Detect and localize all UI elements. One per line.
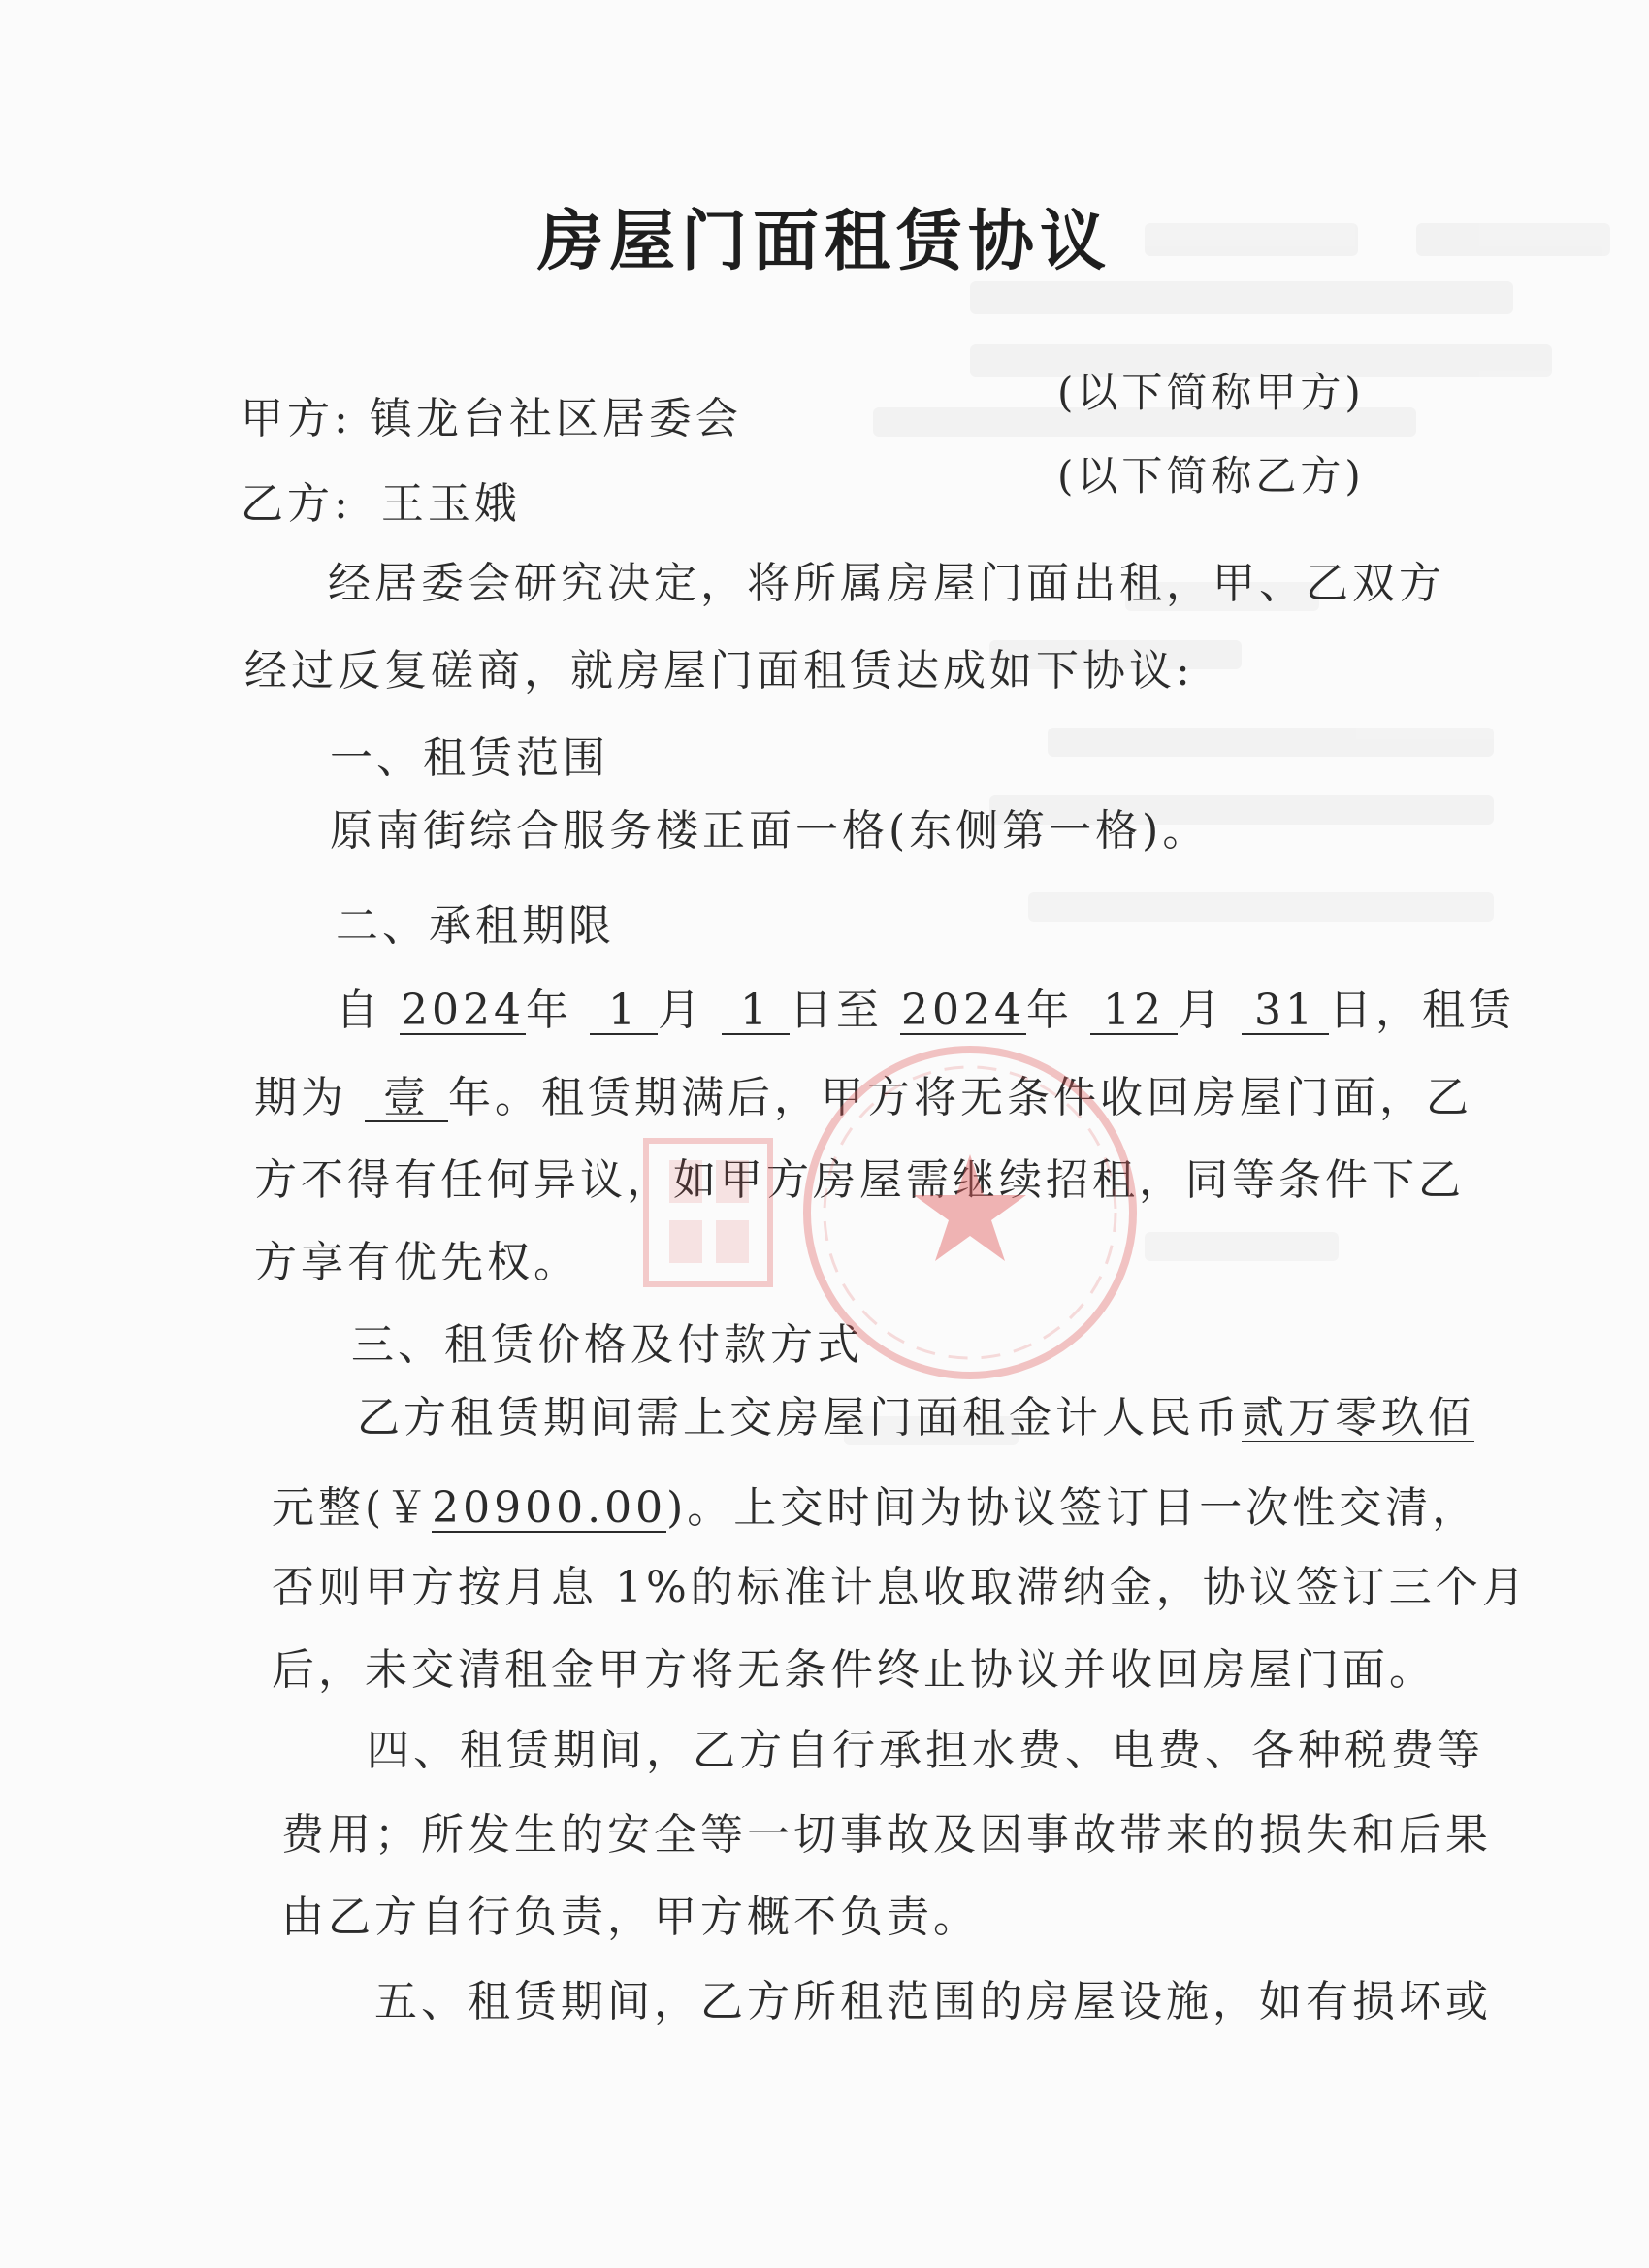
rent-line-1 xyxy=(357,1382,1474,1444)
term-end-month-char: 月 xyxy=(1178,986,1224,1035)
rent-line-3: 否则甲方按月息 1%的标准计息收取滞纳金，协议签订三个月 xyxy=(272,1563,1529,1612)
party-a-name: 镇龙台社区居委会 xyxy=(369,394,742,443)
term-period-value: 壹 xyxy=(365,1076,448,1122)
term-line xyxy=(336,975,1515,1037)
term-end-month: 12 xyxy=(1090,988,1178,1035)
term-period-prefix: 期为 xyxy=(254,1073,347,1122)
section-2-line-3: 方不得有任何异议，如甲方房屋需继续招租，同等条件下乙 xyxy=(254,1155,1465,1205)
rent-line-2-suffix: )。上交时间为协议签订日一次性交清， xyxy=(666,1483,1479,1533)
term-month-char: 月 xyxy=(658,986,704,1035)
term-start-day: 1 xyxy=(722,988,790,1035)
section-5-line-1: 五、租赁期间，乙方所租范围的房屋设施，如有损坏或 xyxy=(374,1977,1492,2026)
section-4-line-2: 费用；所发生的安全等一切事故及因事故带来的损失和后果 xyxy=(281,1810,1492,1860)
section-1-text: 原南街综合服务楼正面一格(东侧第一格)。 xyxy=(330,806,1210,856)
term-year-char: 年 xyxy=(526,986,572,1035)
party-b-note: (以下简称乙方) xyxy=(1057,452,1365,500)
section-2-heading: 二、承租期限 xyxy=(336,901,615,951)
section-2-line-4: 方享有优先权。 xyxy=(254,1238,580,1287)
section-4-line-3: 由乙方自行负责，甲方概不负责。 xyxy=(281,1893,980,1942)
term-day-to: 日至 xyxy=(790,986,883,1035)
official-seal-icon xyxy=(795,1038,1145,1387)
party-a-line xyxy=(241,383,742,445)
term-prefix: 自 xyxy=(336,986,382,1035)
rent-line-2 xyxy=(272,1473,1478,1535)
term-end-day: 31 xyxy=(1242,988,1329,1035)
rent-amount-words: 贰万零玖佰 xyxy=(1242,1393,1474,1442)
term-start-year: 2024 xyxy=(401,986,525,1035)
rent-amount-number: 20900.00 xyxy=(432,1483,667,1533)
rent-line-2-prefix: 元整(￥ xyxy=(272,1483,433,1533)
section-4-line-1: 四、租赁期间，乙方自行承担水费、电费、各种税费等 xyxy=(367,1726,1484,1775)
term-suffix: 日，租赁 xyxy=(1329,986,1515,1035)
term-end-year-char: 年 xyxy=(1026,986,1073,1035)
intro-line-2: 经过反复磋商，就房屋门面租赁达成如下协议: xyxy=(244,646,1194,696)
section-3-heading: 三、租赁价格及付款方式 xyxy=(351,1320,863,1370)
intro-line-1: 经居委会研究决定，将所属房屋门面出租，甲、乙双方 xyxy=(328,559,1445,608)
party-a-label: 甲方: xyxy=(241,394,352,443)
party-a-note: (以下简称甲方) xyxy=(1057,369,1365,416)
party-b-name: 王玉娥 xyxy=(380,479,521,529)
rent-line-4: 后，未交清租金甲方将无条件终止协议并收回房屋门面。 xyxy=(272,1645,1436,1695)
term-end-year: 2024 xyxy=(901,986,1025,1035)
term-period-suffix: 年。租赁期满后，甲方将无条件收回房屋门面，乙 xyxy=(448,1073,1472,1122)
section-1-heading: 一、租赁范围 xyxy=(330,733,609,783)
rent-line-1-prefix: 乙方租赁期间需上交房屋门面租金计人民币 xyxy=(357,1393,1242,1442)
party-b-label: 乙方: xyxy=(241,479,352,529)
name-stamp-icon xyxy=(640,1135,776,1290)
party-b-line xyxy=(241,469,521,531)
document-title: 房屋门面租赁协议 xyxy=(536,203,1112,280)
term-start-month: 1 xyxy=(590,988,658,1035)
